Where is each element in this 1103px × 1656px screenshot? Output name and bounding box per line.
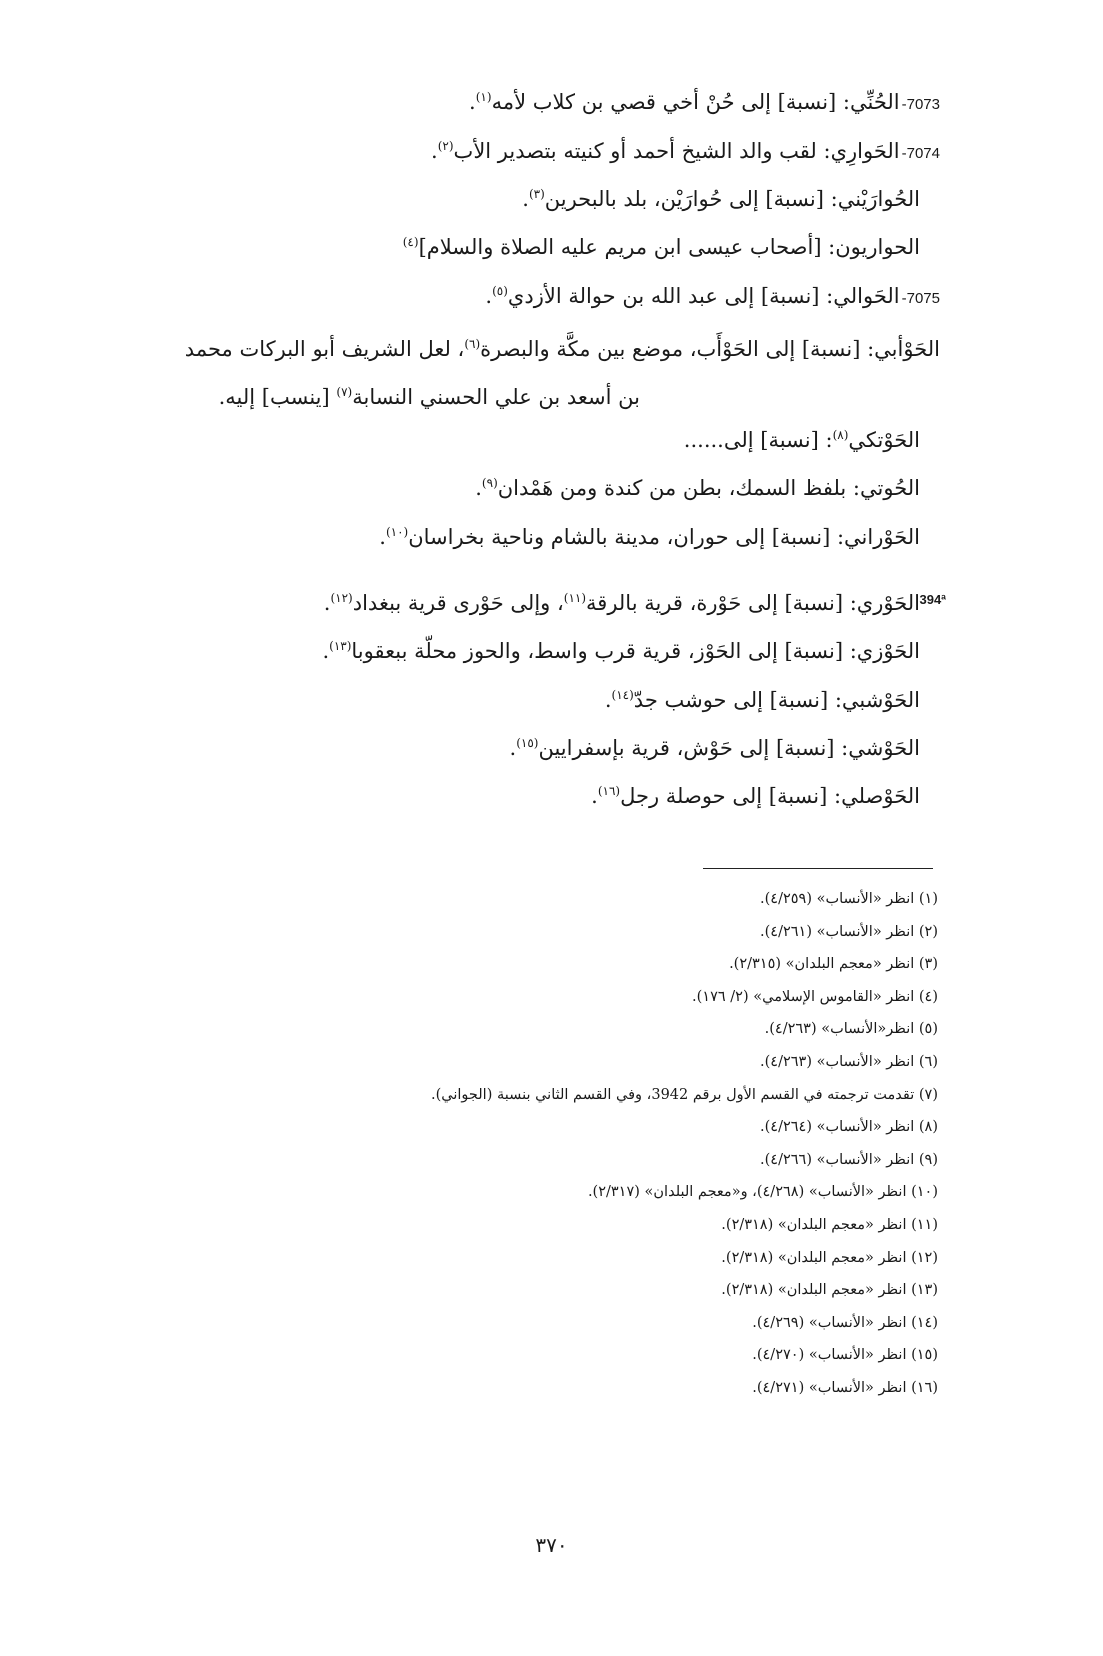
entry-7073: 7073-الحُنِّي: [نسبة] إلى حُنْ أخي قصي بن كلاب لأمه$^{(١)}$. — [469, 90, 940, 114]
entry-text: الحُوارَيْني: [نسبة] إلى حُوارَيْن، بلد بالبحرين — [544, 187, 920, 211]
footnote: (٦) انظر «الأنساب» (٤/٢٦٣). — [760, 1053, 938, 1070]
entry-text: الحَوْري: [نسبة] إلى حَوْرة، قرية بالرقة — [586, 591, 920, 615]
entry-hawariyyun — [403, 232, 920, 262]
footnote-separator — [703, 868, 933, 869]
footnote: (١٥) انظر «الأنساب» (٤/٢٧٠). — [752, 1347, 938, 1364]
entry-text: الحَوْأبي: [نسبة] إلى الحَوْأَب، موضع بين مكَّة والبصرة — [480, 337, 940, 361]
entry-text: الحواريون: [أصحاب عيسى ابن مريم عليه الصلاة والسلام] — [418, 235, 920, 259]
footnote-ref[interactable]: (٦) — [464, 337, 481, 351]
footnote-ref[interactable]: (١٤) — [611, 688, 634, 702]
footnote: (٣) انظر «معجم البلدان» (٢/٣١٥). — [729, 956, 938, 973]
footnote: (٨) انظر «الأنساب» (٤/٢٦٤). — [760, 1119, 938, 1136]
entry-number: 7073- — [901, 96, 940, 113]
footnote-ref[interactable]: (١١) — [563, 591, 587, 605]
entry-hawtaki: الحَوْتكي$^{(٨)}$: [نسبة] إلى...... — [683, 428, 920, 452]
footnote: (١٣) انظر «معجم البلدان» (٢/٣١٨). — [721, 1282, 938, 1299]
entry-number: 7074- — [901, 145, 940, 162]
entry-hawshi: الحَوْشي: [نسبة] إلى حَوْش، قرية بإسفرايين$^{(١٥)}$. — [509, 736, 920, 760]
footnote-ref[interactable]: (١٣) — [329, 639, 352, 653]
footnote: (٩) انظر «الأنساب» (٤/٢٦٦). — [760, 1151, 938, 1168]
entry-text: الحُوتي: بلفظ السمك، بطن من كندة ومن هَمْدان — [497, 476, 920, 500]
footnote-ref[interactable]: (٤) — [402, 235, 419, 249]
entry-continuation: بن أسعد بن علي الحسني النسابة$^{(٧)}$ [ينسب] إليه. — [218, 385, 640, 409]
footnote: (١٠) انظر «الأنساب» (٤/٢٦٨)، و«معجم البلدان» (٢/٣١٧). — [587, 1184, 938, 1201]
entry-hawabi: الحَوْأبي: [نسبة] إلى الحَوْأَب، موضع بين مكَّة والبصرة$^{(٦)}$، لعل الشريف أبو البركات محمد بن أسعد بن علي الحسني النسابة$^{(٧)}$ [ينسب] إليه. — [112, 325, 940, 421]
footnote: (٧) تقدمت ترجمته في القسم الأول برقم 3942، وفي القسم الثاني بنسبة (الجواني). — [431, 1086, 938, 1103]
footnote-ref[interactable]: (١٢) — [330, 591, 353, 605]
footnote: (٢) انظر «الأنساب» (٤/٢٦١). — [760, 923, 938, 940]
entry-huwarayni: الحُوارَيْني: [نسبة] إلى حُوارَيْن، بلد بالبحرين$^{(٣)}$. — [522, 187, 920, 211]
footnote-ref[interactable]: (٣) — [528, 187, 545, 201]
entry-text: الحَوالي: [نسبة] إلى عبد الله بن حوالة الأزدي — [507, 284, 900, 308]
footnote: (١٢) انظر «معجم البلدان» (٢/٣١٨). — [721, 1249, 938, 1266]
footnote: (٤) انظر «القاموس الإسلامي» (٢/ ١٧٦). — [692, 988, 938, 1005]
entry-text: الحَوْزي: [نسبة] إلى الحَوْز، قرية قرب واسط، والحوز محلّة ببعقوبا — [351, 639, 920, 663]
page-number: ٣٧٠ — [535, 1533, 568, 1557]
footnote-ref[interactable]: (٧) — [336, 385, 353, 399]
entry-hawrani: الحَوْراني: [نسبة] إلى حوران، مدينة بالشام وناحية بخراسان$^{(١٠)}$. — [379, 525, 920, 549]
entry-hawzi: الحَوْزي: [نسبة] إلى الحَوْز، قرية قرب واسط، والحوز محلّة ببعقوبا$^{(١٣)}$. — [322, 639, 920, 663]
entry-7075: 7075-الحَوالي: [نسبة] إلى عبد الله بن حوالة الأزدي$^{(٥)}$. — [485, 284, 940, 308]
footnote: (١) انظر «الأنساب» (٤/٢٥٩). — [760, 891, 938, 907]
footnote-ref[interactable]: (٨) — [832, 428, 849, 442]
footnote: (١٦) انظر «الأنساب» (٤/٢٧١). — [752, 1379, 938, 1396]
entry-hawshabi: الحَوْشبي: [نسبة] إلى حوشب جدّ$^{(١٤)}$. — [604, 688, 920, 712]
footnote-ref[interactable]: (١٠) — [385, 525, 409, 539]
footnote-ref[interactable]: (١٦) — [597, 784, 621, 798]
entry-text: الحَوارِي: لقب والد الشيخ أحمد أو كنيته بتصدير الأب — [453, 139, 900, 163]
entry-text: الحَوْصلي: [نسبة] إلى حوصلة رجل — [620, 784, 920, 808]
entry-number: 7075- — [901, 290, 940, 307]
footnote-ref[interactable]: (٥) — [492, 284, 508, 298]
footnote-ref[interactable]: (٢) — [437, 139, 454, 153]
entry-text: الحَوْتكي — [848, 428, 920, 452]
footnote-ref[interactable]: (٩) — [481, 476, 498, 490]
footnote: (١١) انظر «معجم البلدان» (٢/٣١٨). — [721, 1216, 938, 1233]
footnote: (٥) انظر«الأنساب» (٤/٢٦٣). — [764, 1021, 938, 1038]
entry-hawri: الحَوْري: [نسبة] إلى حَوْرة، قرية بالرقة$^{(١١)}$، وإلى حَوْرى قرية ببغداد$^{(١٢)}$. — [323, 591, 920, 615]
entry-text: الحُنِّي: [نسبة] إلى حُنْ أخي قصي بن كلاب لأمه — [491, 90, 900, 114]
entry-text: الحَوْراني: [نسبة] إلى حوران، مدينة بالشام وناحية بخراسان — [408, 525, 920, 549]
footnotes — [178, 887, 938, 1409]
entry-7074: 7074-الحَوارِي: لقب والد الشيخ أحمد أو كنيته بتصدير الأب$^{(٢)}$. — [431, 139, 940, 163]
entry-text: الحَوْشي: [نسبة] إلى حَوْش، قرية بإسفرايين — [538, 736, 920, 760]
footnote: (١٤) انظر «الأنساب» (٤/٢٦٩). — [752, 1314, 938, 1331]
entry-text: الحَوْشبي: [نسبة] إلى حوشب جدّ — [633, 688, 920, 712]
footnote-ref[interactable]: (١) — [475, 90, 492, 104]
entry-hawsali: الحَوْصلي: [نسبة] إلى حوصلة رجل$^{(١٦)}$. — [591, 784, 920, 808]
manuscript-folio-marker: 394ª — [919, 592, 946, 607]
entry-huti: الحُوتي: بلفظ السمك، بطن من كندة ومن هَمْدان$^{(٩)}$. — [475, 476, 920, 500]
footnote-ref[interactable]: (١٥) — [516, 736, 539, 750]
